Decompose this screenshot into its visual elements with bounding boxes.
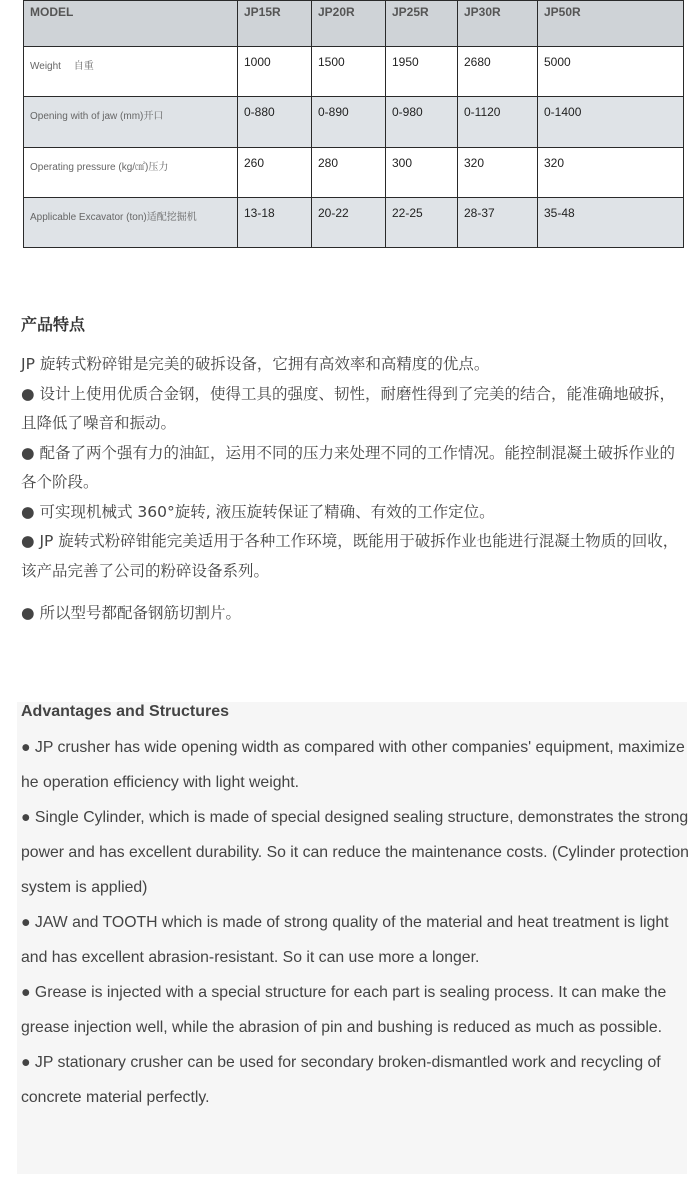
spec-cell: 300 [386, 147, 458, 197]
features-en-bullet: ● JP crusher has wide opening width as compared with other companies' equipment, maximize he operation efficiency with light weight. [21, 739, 685, 791]
spec-table-row [24, 147, 684, 197]
spec-cell: 0-880 [238, 97, 312, 147]
features-en-bullet: ● JP stationary crusher can be used for secondary broken-dismantled work and recycling of concrete material perfectly. [21, 1054, 661, 1106]
features-en-title: Advantages and Structures [21, 703, 230, 720]
features-zh-intro: JP 旋转式粉碎钳是完美的破拆设备，它拥有高效率和高精度的优点。 [21, 355, 490, 373]
spec-cell: 35-48 [538, 197, 684, 247]
spec-cell: 0-1120 [458, 97, 538, 147]
features-zh-extra-bullet: ● 所以型号都配备钢筋切割片。 [21, 604, 241, 622]
spec-cell: 1000 [238, 47, 312, 97]
features-en-body [21, 730, 689, 1115]
spec-row-label: Opening with of jaw (mm)开口 [24, 97, 238, 147]
spec-row-label: Weight 自重 [24, 47, 238, 97]
spec-cell: 2680 [458, 47, 538, 97]
spec-header-cell: JP30R [458, 1, 538, 47]
spec-table-row [24, 197, 684, 247]
spec-cell: 320 [458, 147, 538, 197]
spec-table-row [24, 97, 684, 147]
features-zh-bullet: ● 配备了两个强有力的油缸，运用不同的压力来处理不同的工作情况。能控制混凝土破拆作业的各个阶段。 [21, 443, 675, 491]
spec-cell: 28-37 [458, 197, 538, 247]
spec-row-label: Operating pressure (kg/㎠)压力 [24, 147, 238, 197]
features-zh-title: 产品特点 [21, 315, 86, 334]
spec-cell: 0-890 [312, 97, 386, 147]
spec-cell: 1950 [386, 47, 458, 97]
spec-cell: 5000 [538, 47, 684, 97]
features-en-bullet: ● Single Cylinder, which is made of special designed sealing structure, demonstrates the strong power and has excellent durability. So it can reduce the maintenance costs. (Cylinder protection system is applied) [21, 809, 689, 896]
spec-cell: 0-1400 [538, 97, 684, 147]
spec-table-header-row [24, 1, 684, 47]
spec-cell: 280 [312, 147, 386, 197]
features-zh-bullet: ● JP 旋转式粉碎钳能完美适用于各种工作环境，既能用于破拆作业也能进行混凝土物质的回收，该产品完善了公司的粉碎设备系列。 [21, 532, 679, 580]
spec-header-cell: JP15R [238, 1, 312, 47]
spec-cell: 0-980 [386, 97, 458, 147]
spec-table [23, 0, 684, 248]
spec-table-row [24, 47, 684, 97]
spec-cell: 13-18 [238, 197, 312, 247]
spec-row-label: Applicable Excavator (ton)适配挖掘机 [24, 197, 238, 247]
spec-header-cell: MODEL [24, 1, 238, 47]
spec-cell: 260 [238, 147, 312, 197]
features-zh-bullet: ● 设计上使用优质合金钢，使得工具的强度、韧性，耐磨性得到了完美的结合，能准确地破拆，且降低了噪音和振动。 [21, 384, 675, 432]
features-en-bullet: ● JAW and TOOTH which is made of strong quality of the material and heat treatment is light and has excellent abrasion-resistant. So it can use more a longer. [21, 914, 669, 966]
spec-cell: 1500 [312, 47, 386, 97]
spec-header-cell: JP50R [538, 1, 684, 47]
features-zh-body [21, 350, 686, 629]
spec-header-cell: JP20R [312, 1, 386, 47]
spec-header-cell: JP25R [386, 1, 458, 47]
spec-cell: 20-22 [312, 197, 386, 247]
features-en-bullet: ● Grease is injected with a special structure for each part is sealing process. It can make the grease injection well, while the abrasion of pin and bushing is reduced as much as possible. [21, 984, 667, 1036]
spec-cell: 22-25 [386, 197, 458, 247]
features-zh-bullet: ● 可实现机械式 360°旋转, 液压旋转保证了精确、有效的工作定位。 [21, 502, 495, 521]
spec-cell: 320 [538, 147, 684, 197]
